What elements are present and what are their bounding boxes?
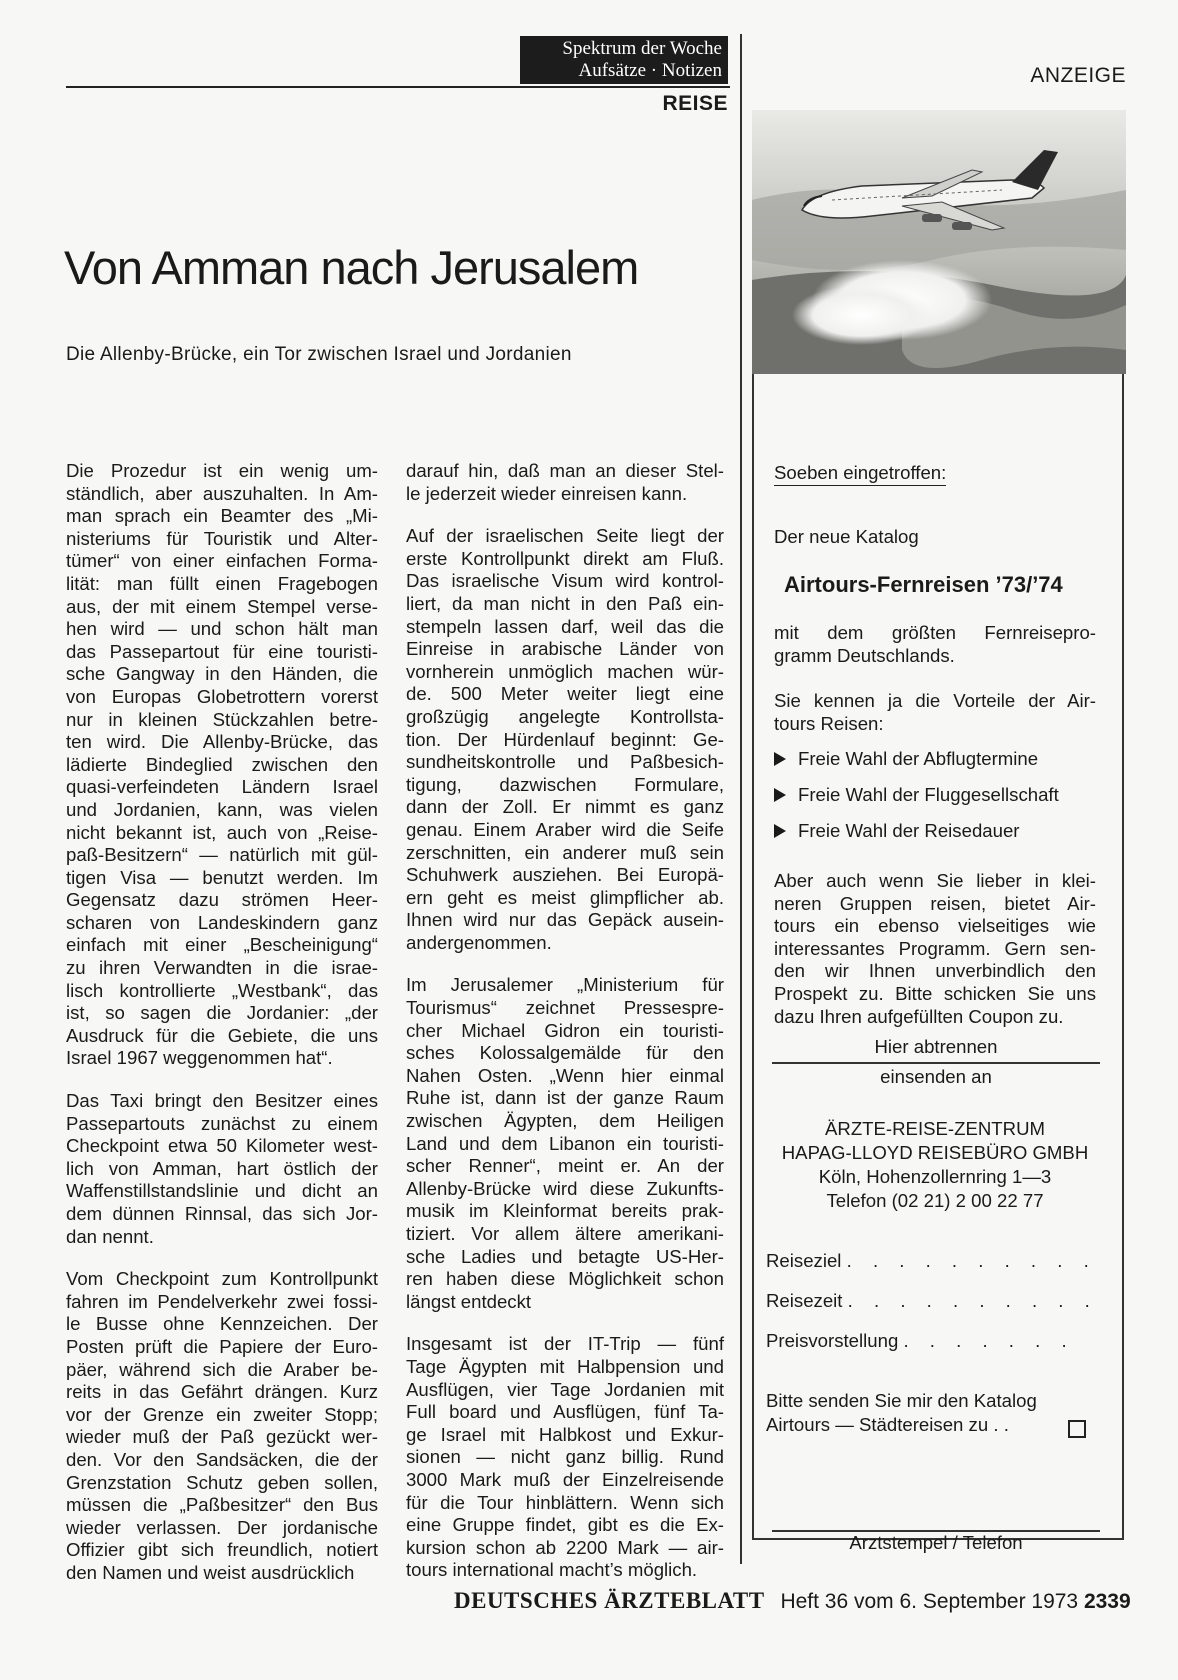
- text-line: tigen Visa — benutzt werden. Im: [66, 866, 378, 888]
- text-line: Auf der israelischen Seite liegt der: [406, 525, 724, 547]
- text-line: den. Vor den Sandsäcken, die der: [66, 1448, 378, 1470]
- text-line: Ausflügen, vier Tage Jordanien mit: [406, 1378, 724, 1400]
- text-line: Aber auch wenn Sie lieber in klei-: [774, 870, 1096, 891]
- text-line: erste Kontrollpunkt direkt am Fluß.: [406, 547, 724, 569]
- text-line: längst entdeckt: [406, 1290, 532, 1312]
- text-line: das Passepartout für eine touristi-: [66, 640, 378, 662]
- text-line: Allenby-Brücke wird diese Zukunfts-: [406, 1177, 724, 1199]
- text-line: lädierte Bindeglied zwischen den: [66, 753, 378, 775]
- text-line: le Busse ohne Kennzeichen. Der: [66, 1313, 378, 1335]
- text-line: aus, der mit einem Stempel verse-: [66, 595, 378, 617]
- text-line: lität: man füllt einen Fragebogen: [66, 572, 378, 594]
- address-line-3: Köln, Hohenzollernring 1—3: [818, 1166, 1052, 1187]
- text-line: Waffenstillstandslinie und dicht an: [66, 1180, 378, 1202]
- ad-bullet-1: Freie Wahl der Abflugtermine: [774, 748, 1038, 770]
- text-line: Einreise in arabische Länder von: [406, 638, 724, 660]
- text-line: neren Gruppen reisen, bietet Air-: [774, 892, 1096, 914]
- paragraph: [66, 1268, 378, 1584]
- text-line: tours international macht’s möglich.: [406, 1559, 698, 1581]
- triangle-bullet-icon: [774, 752, 786, 766]
- text-line: reits in das Gefährt drängen. Kurz: [66, 1381, 378, 1403]
- text-line: dazu Ihren aufgefüllten Coupon zu.: [774, 1005, 1064, 1027]
- text-line: cher Michael Gidron ein touristi-: [406, 1019, 724, 1041]
- article-column-1: [66, 460, 378, 1605]
- text-line: Checkpoint etwa 50 Kilometer west-: [66, 1135, 378, 1157]
- section-tag-line1: Spektrum der Woche: [562, 38, 722, 59]
- text-line: Sie kennen ja die Vorteile der Air-: [774, 690, 1096, 711]
- text-line: gramm Deutschlands.: [774, 644, 955, 666]
- text-line: Prospekt zu. Bitte schicken Sie uns: [774, 982, 1096, 1004]
- text-line: tours ein ebenso vielseitiges wie: [774, 915, 1096, 937]
- text-line: scharen von Landeskindern ganz: [66, 911, 378, 933]
- text-line: ist, so sagen die Jordanier: „der: [66, 1002, 378, 1024]
- text-line: sche Ladies und betagte US-Her-: [406, 1245, 724, 1267]
- text-line: Ausdruck für die Gebiete, die uns: [66, 1024, 378, 1046]
- text-line: hen wird — und schon hält man: [66, 618, 378, 640]
- katalog-request-line-1: Bitte senden Sie mir den Katalog: [766, 1390, 1037, 1411]
- section-tag-line2: Aufsätze · Notizen: [578, 60, 722, 81]
- text-line: ge Israel mit Halbkost und Exkur-: [406, 1423, 724, 1445]
- text-line: tigung, dazwischen Formulare,: [406, 773, 724, 795]
- field-preisvorstellung[interactable]: Preisvorstellung . . . . . . .: [766, 1330, 1075, 1351]
- text-line: Gegensatz dazu strömen Heer-: [66, 889, 378, 911]
- text-line: Die Prozedur ist ein wenig um-: [66, 460, 378, 481]
- address-line-2: HAPAG-LLOYD REISEBÜRO GMBH: [781, 1142, 1089, 1163]
- text-line: Ruhe ist, dann ist der ganze Raum: [406, 1087, 724, 1109]
- text-line: wieder verlassen. Der jordanische: [66, 1516, 378, 1538]
- address-line-4: Telefon (02 21) 2 00 22 77: [826, 1190, 1044, 1211]
- text-line: vor der Grenze ein zweiter Stopp;: [66, 1403, 378, 1425]
- text-line: Das Taxi bringt den Besitzer eines: [66, 1090, 378, 1112]
- text-line: wieder muß der Paß gezückt wer-: [66, 1426, 378, 1448]
- text-line: Israel 1967 weggenommen hat“.: [66, 1047, 333, 1069]
- text-line: Full board und Ausflügen, fünf Ta-: [406, 1401, 724, 1423]
- text-line: Passepartouts zunächst zu einem: [66, 1112, 378, 1134]
- text-line: musik im Kleinformat bereits prak-: [406, 1200, 724, 1222]
- text-line: Schuhwerk ausziehen. Bei Europä-: [406, 864, 724, 886]
- field-reiseziel[interactable]: Reiseziel . . . . . . . . . .: [766, 1250, 1097, 1271]
- text-line: darauf hin, daß man an dieser Stel-: [406, 460, 724, 481]
- article-column-2: [406, 460, 724, 1602]
- ad-vorteile: [774, 690, 1096, 735]
- text-line: tiziert. Vor allem ältere amerikani-: [406, 1223, 724, 1244]
- text-line: den wir Ihnen unverbindlich den: [774, 960, 1096, 982]
- text-line: Im Jerusalemer „Ministerium für: [406, 974, 724, 996]
- text-line: eine Gruppe findet, gibt es die Ex-: [406, 1514, 724, 1536]
- text-line: zwischen Ägypten, dem Heiligen: [406, 1110, 724, 1132]
- text-line: interessantes Programm. Gern sen-: [774, 937, 1096, 959]
- text-line: liert, da man nicht in den Paß ein-: [406, 592, 724, 614]
- airplane-photo: [752, 110, 1126, 374]
- text-line: lich von Amman, hart östlich der: [66, 1157, 378, 1179]
- text-line: und Jordanien, kann, was vielen: [66, 798, 378, 820]
- stamp-rule: [772, 1530, 1100, 1532]
- ad-katalog-title: Airtours-Fernreisen ’73/’74: [784, 572, 1063, 597]
- text-line: Land und dem Libanon ein touristi-: [406, 1132, 724, 1154]
- text-line: Grenzstation Schutz geben sollen,: [66, 1471, 378, 1493]
- footer: [454, 1588, 1131, 1614]
- coupon-send-label: einsenden an: [880, 1066, 992, 1087]
- text-line: ständlich, aber auszuhalten. In Am-: [66, 482, 378, 504]
- ad-katalog-intro: Der neue Katalog: [774, 526, 919, 547]
- text-line: Nahen Osten. „Wenn hier einmal: [406, 1064, 724, 1086]
- column-divider: [740, 34, 742, 1564]
- text-line: 3000 Mark muß der Einzelreisende: [406, 1468, 724, 1490]
- text-line: nur in kleinen Stückzahlen betre-: [66, 708, 378, 730]
- text-line: Das israelische Visum wird kontrol-: [406, 570, 724, 592]
- text-line: dan nennt.: [66, 1225, 154, 1247]
- text-line: mit dem größten Fernreisepro-: [774, 622, 1096, 643]
- ad-bullet-2: Freie Wahl der Fluggesellschaft: [774, 784, 1059, 806]
- text-line: tümer“ von einer einfachen Forma-: [66, 550, 378, 572]
- text-line: stempeln lassen darf, weil das die: [406, 615, 724, 637]
- text-line: dem dünnen Rinnsal, das sich Jor-: [66, 1203, 378, 1224]
- text-line: Offizier gibt sich freundlich, notiert: [66, 1539, 378, 1561]
- text-line: tours Reisen:: [774, 712, 884, 734]
- paragraph: [66, 1090, 378, 1248]
- text-line: fahren im Pendelverkehr zwei fossi-: [66, 1290, 378, 1312]
- deck: Die Allenby-Brücke, ein Tor zwischen Israel und Jordanien: [66, 344, 572, 365]
- text-line: päer, während sich die Araber be-: [66, 1358, 378, 1380]
- section-tag: [520, 36, 728, 84]
- text-line: nicht bekannt ist, auch von „Reise-: [66, 821, 378, 843]
- coupon-rule: [772, 1062, 1100, 1064]
- footer-issue: Heft 36 vom 6. September 1973: [780, 1590, 1079, 1613]
- text-line: einfach mit einer „Bescheinigung“: [66, 934, 378, 956]
- ad-program: [774, 622, 1096, 667]
- text-line: ren haben diese Möglichkeit schon: [406, 1268, 724, 1290]
- text-line: dann der Zoll. Er nimmt es ganz: [406, 796, 724, 818]
- text-line: müssen die „Paßbesitzer“ den Bus: [66, 1494, 378, 1516]
- text-line: den Namen und weist ausdrücklich: [66, 1561, 355, 1583]
- paragraph: [66, 460, 378, 1070]
- text-line: vornherein unmöglich machen wür-: [406, 660, 724, 682]
- text-line: Vom Checkpoint zum Kontrollpunkt: [66, 1268, 378, 1290]
- text-line: Insgesamt ist der IT-Trip — fünf: [406, 1333, 724, 1355]
- text-line: sionen — nicht ganz billig. Rund: [406, 1446, 724, 1468]
- ad-soeben: Soeben eingetroffen:: [774, 462, 946, 486]
- header-rule: [66, 86, 730, 88]
- ad-gruppen: [774, 870, 1096, 1028]
- text-line: zu ihren Verwandten in die israe-: [66, 957, 378, 979]
- text-line: zerschnitten, ein anderer muß sein: [406, 841, 724, 863]
- text-line: andergenommen.: [406, 931, 552, 953]
- ad-label: ANZEIGE: [1030, 64, 1126, 87]
- katalog-request-line-2: Airtours — Städtereisen zu . .: [766, 1414, 1009, 1435]
- text-line: paß-Besitzern“ — natürlich mit gül-: [66, 844, 378, 866]
- coupon-cut-label: Hier abtrennen: [874, 1036, 998, 1057]
- text-line: man sprach ein Beamter des „Mi-: [66, 505, 378, 527]
- footer-masthead: DEUTSCHES ÄRZTEBLATT: [454, 1588, 765, 1613]
- paragraph: [406, 460, 724, 505]
- text-line: großzügig angelegte Kontrollsta-: [406, 705, 724, 727]
- text-line: für die Tour hinblättern. Wenn sich: [406, 1491, 724, 1513]
- text-line: de. 500 Meter weiter liegt eine: [406, 683, 724, 705]
- text-line: le jederzeit wieder einreisen kann.: [406, 482, 688, 504]
- text-line: sche Gangway in den Händen, die: [66, 663, 378, 685]
- triangle-bullet-icon: [774, 788, 786, 802]
- text-line: von Europas Globetrottern vorerst: [66, 685, 378, 707]
- rubric: REISE: [662, 92, 728, 115]
- text-line: sches Kolossalgemälde für den: [406, 1042, 724, 1064]
- text-line: sundheitskontrolle und Paßbesich-: [406, 751, 724, 773]
- headline: Von Amman nach Jerusalem: [64, 241, 639, 294]
- text-line: nisteriums für Touristik und Alter-: [66, 527, 378, 549]
- text-line: kursion schon ab 2200 Mark — air-: [406, 1536, 724, 1558]
- text-line: Ihnen wird nur das Gepäck ausein-: [406, 909, 724, 931]
- text-line: genau. Einem Araber wird die Seife: [406, 818, 724, 840]
- text-line: ten wird. Die Allenby-Brücke, das: [66, 731, 378, 753]
- text-line: scher Renner“, meint er. An der: [406, 1155, 724, 1177]
- text-line: tion. Der Hürdenlauf beginnt: Ge-: [406, 728, 724, 750]
- footer-page-number: 2339: [1083, 1590, 1131, 1613]
- text-line: ern geht es meist glimpflicher ab.: [406, 886, 724, 908]
- text-line: Posten prüft die Papiere der Euro-: [66, 1335, 378, 1357]
- paragraph: [406, 974, 724, 1313]
- field-reisezeit[interactable]: Reisezeit . . . . . . . . . .: [766, 1290, 1098, 1311]
- triangle-bullet-icon: [774, 824, 786, 838]
- text-line: Tourismus“ zeichnet Pressespre-: [406, 997, 724, 1019]
- text-line: Tage Ägypten mit Halbpension und: [406, 1355, 724, 1377]
- text-line: lisch kontrollierte „Westbank“, das: [66, 979, 378, 1001]
- address-line-1: ÄRZTE-REISE-ZENTRUM: [824, 1118, 1046, 1139]
- text-line: quasi-verfeindeten Ländern Israel: [66, 776, 378, 798]
- stamp-label: Arztstempel / Telefon: [849, 1532, 1023, 1553]
- airplane-image: [752, 110, 1126, 374]
- ad-bullet-3: Freie Wahl der Reisedauer: [774, 820, 1020, 842]
- paragraph: [406, 1333, 724, 1582]
- katalog-checkbox[interactable]: [1068, 1420, 1086, 1438]
- paragraph: [406, 525, 724, 954]
